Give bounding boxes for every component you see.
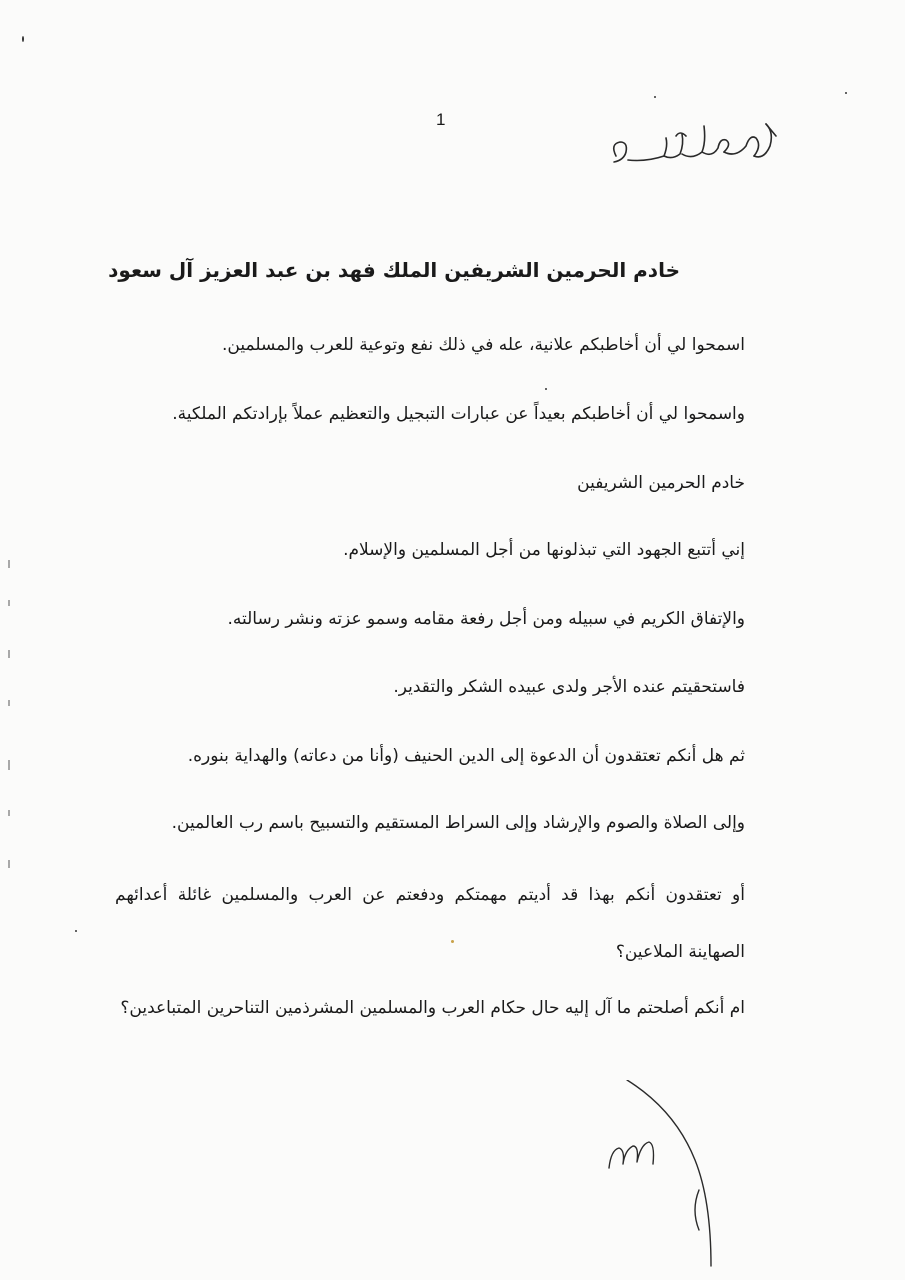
paragraph-1: اسمحوا لي أن أخاطبكم علانية، عله في ذلك نفع وتوعية للعرب والمسلمين. [222,335,745,355]
margin-marks [6,560,12,880]
scan-speck [545,388,547,390]
scan-speck [451,940,454,943]
page-number: 1 [436,110,446,129]
paragraph-2: واسمحوا لي أن أخاطبكم بعيداً عن عبارات التبجيل والتعظيم عملاً بإرادتكم الملكية. [172,404,745,424]
handwritten-signature [606,116,781,176]
handwritten-initials [595,1080,725,1270]
scan-speck [22,36,24,42]
scan-speck [845,92,847,94]
paragraph-10: ام أنكم أصلحتم ما آل إليه حال حكام العرب والمسلمين المشرذمين التناحرين المتباعدين؟ [120,998,745,1018]
scan-speck [654,96,656,98]
paragraph-5: والإتفاق الكريم في سبيله ومن أجل رفعة مقامه وسمو عزته ونشر رسالته. [227,609,745,629]
letter-title: خادم الحرمين الشريفين الملك فهد بن عبد العزيز آل سعود [108,258,680,282]
paragraph-6: فاستحقيتم عنده الأجر ولدى عبيده الشكر والتقدير. [393,677,745,697]
paragraph-8: وإلى الصلاة والصوم والإرشاد وإلى السراط المستقيم والتسبيح باسم رب العالمين. [171,813,745,833]
paragraph-7: ثم هل أنكم تعتقدون أن الدعوة إلى الدين الحنيف (وأنا من دعاته) والهداية بنوره. [187,746,745,766]
paragraph-9: أو تعتقدون أنكم بهذا قد أديتم مهمتكم ودفعتم عن العرب والمسلمين غائلة أعدائهم الصهاينة الملاعين؟ [115,885,745,962]
scan-speck [75,930,77,932]
paragraph-3: خادم الحرمين الشريفين [577,473,745,493]
paragraph-4: إني أتتبع الجهود التي تبذلونها من أجل المسلمين والإسلام. [343,540,745,560]
